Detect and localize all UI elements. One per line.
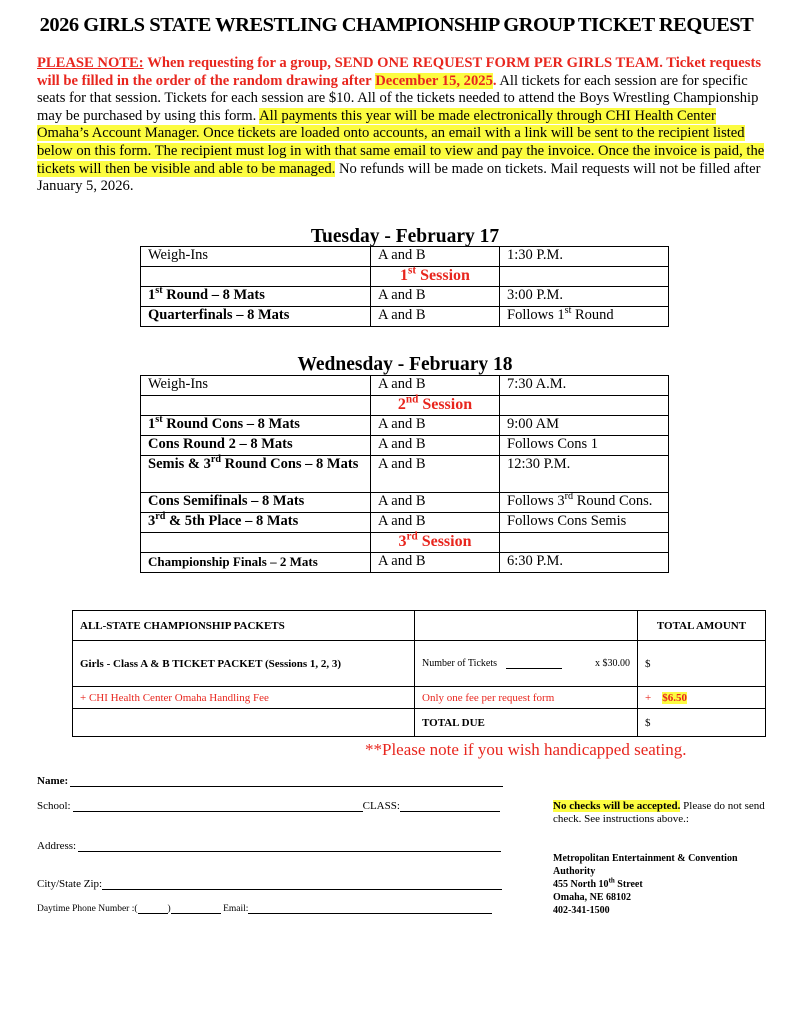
total-due-field[interactable]: $: [638, 709, 766, 737]
session-label: 2nd Session: [371, 396, 500, 416]
quantity-cell: Number of Tickets x $30.00: [415, 641, 638, 687]
street-address: 455 North 10th Street: [553, 876, 643, 890]
payment-info-highlight: All payments this year will be made electronically through CHI Health Center Omaha’s Account Manager. Once tickets are loaded onto accounts, an email with a link will be sent to the recipient listed below on this form. The recipient must log in with that same email to view and pay the invoice. Once the invoice is paid, the tickets will then be visible and able to be managed.: [37, 107, 765, 177]
mats-cell: A and B: [371, 247, 500, 267]
refund-info-text: No refunds will be made on tickets. Mail requests will not be filled after January 5, 2026.: [37, 160, 761, 195]
event-cell: 1st Round Cons – 8 Mats: [141, 416, 371, 436]
table-row: [141, 553, 669, 573]
email-field[interactable]: [248, 913, 492, 914]
city-row: City/State Zip:: [37, 878, 502, 890]
mats-cell: A and B: [371, 553, 500, 573]
table-row: [141, 513, 669, 533]
packet-label: Girls - Class A & B TICKET PACKET (Sessions 1, 2, 3): [73, 641, 415, 687]
table-row: [141, 376, 669, 396]
mats-cell: A and B: [371, 436, 500, 456]
please-note-label: PLEASE NOTE:: [37, 55, 144, 71]
tuesday-heading: Tuesday - February 17: [310, 226, 500, 247]
fee-amount-cell: + $6.50: [638, 687, 766, 709]
packet-order-table: [72, 610, 766, 737]
time-cell: Follows Cons 1: [500, 436, 669, 456]
group-request-notice: When requesting for a group, SEND ONE REQUEST FORM PER GIRLS TEAM. Ticket requests will be filled in the order of the random drawing after: [37, 55, 761, 89]
table-row: [141, 247, 669, 267]
total-amount-header: TOTAL AMOUNT: [638, 611, 766, 641]
time-cell: Follows 1st Round: [500, 307, 669, 327]
address-row: Address:: [37, 840, 501, 852]
name-field[interactable]: [70, 786, 503, 787]
city-address: Omaha, NE 68102: [553, 892, 632, 903]
table-row: [141, 493, 669, 513]
no-checks-detail: Please do not send check. See instructions above.:: [553, 800, 765, 825]
mats-cell: A and B: [371, 513, 500, 533]
mats-cell: A and B: [371, 493, 500, 513]
wednesday-schedule-table: [140, 375, 669, 573]
payment-note: [553, 800, 765, 826]
event-cell: Weigh-Ins: [141, 376, 371, 396]
time-cell: 9:00 AM: [500, 416, 669, 436]
ticket-quantity-field[interactable]: [506, 668, 562, 669]
event-cell: Weigh-Ins: [141, 247, 371, 267]
time-cell: 7:30 A.M.: [500, 376, 669, 396]
phone-email-row: Daytime Phone Number :( ) Email:: [37, 904, 492, 914]
table-row: [141, 436, 669, 456]
session-label: 1st Session: [371, 267, 500, 287]
tuesday-schedule-table: [140, 246, 669, 327]
time-cell: 1:30 P.M.: [500, 247, 669, 267]
fee-note: Only one fee per request form: [415, 687, 638, 709]
table-row: [141, 287, 669, 307]
mats-cell: A and B: [371, 376, 500, 396]
mats-cell: A and B: [371, 307, 500, 327]
session-row: [141, 396, 669, 416]
handicap-note: **Please note if you wish handicapped seating.: [365, 740, 687, 759]
time-cell: Follows Cons Semis: [500, 513, 669, 533]
mats-cell: A and B: [371, 456, 500, 493]
address-field[interactable]: [78, 851, 501, 852]
session-label: 3rd Session: [371, 533, 500, 553]
mailing-address: [553, 852, 753, 917]
total-due-label: TOTAL DUE: [415, 709, 638, 737]
org-name: Metropolitan Entertainment & Convention Authority: [553, 853, 738, 877]
table-row: [141, 307, 669, 327]
event-cell: Quarterfinals – 8 Mats: [141, 307, 371, 327]
session-row: [141, 533, 669, 553]
phone-field[interactable]: [171, 913, 221, 914]
school-field[interactable]: [73, 811, 363, 812]
area-code-field[interactable]: [138, 913, 168, 914]
school-row: School: CLASS:: [37, 800, 500, 812]
name-row: Name:: [37, 775, 503, 787]
intro-paragraph: PLEASE NOTE: When requesting for a group, SEND ONE REQUEST FORM PER GIRLS TEAM. Ticket requests will be filled in the order of the random drawing after December 15, 2025. All tickets for each session are for specific seats for that session. Tickets for each session are $10. All of the tickets needed to attend the Boys Wrestling Championship may be purchased by using this form. All payments this year will be made electronically through CHI Health Center Omaha’s Account Manager. Once tickets are loaded onto accounts, an email with a link will be sent to the recipient listed below on this form. The recipient must log in with that same email to view and pay the invoice. Once the invoice is paid, the tickets will then be visible and able to be managed. No refunds will be made on tickets. Mail requests will not be filled after January 5, 2026.: [37, 55, 765, 195]
time-cell: 3:00 P.M.: [500, 287, 669, 307]
event-cell: Championship Finals – 2 Mats: [141, 553, 371, 573]
event-cell: Semis & 3rd Round Cons – 8 Mats: [141, 456, 371, 493]
packet-amount-field[interactable]: $: [638, 641, 766, 687]
city-state-zip-field[interactable]: [102, 889, 502, 890]
fee-label: + CHI Health Center Omaha Handling Fee: [73, 687, 415, 709]
event-cell: Cons Round 2 – 8 Mats: [141, 436, 371, 456]
mats-cell: A and B: [371, 416, 500, 436]
contact-phone: 402-341-1500: [553, 905, 610, 916]
wednesday-heading: Wednesday - February 18: [297, 354, 513, 375]
session-row: [141, 267, 669, 287]
event-cell: Cons Semifinals – 8 Mats: [141, 493, 371, 513]
no-checks-notice: No checks will be accepted.: [553, 800, 681, 812]
time-cell: Follows 3rd Round Cons.: [500, 493, 669, 513]
page-title: 2026 GIRLS STATE WRESTLING CHAMPIONSHIP GROUP TICKET REQUEST: [39, 14, 754, 36]
table-row: [141, 416, 669, 436]
mats-cell: A and B: [371, 287, 500, 307]
event-cell: 3rd & 5th Place – 8 Mats: [141, 513, 371, 533]
ticket-info-text: All tickets for each session are for specific seats for that session. Tickets for each session are $10. All of the tickets needed to attend the Boys Wrestling Championship may be purchased by using this form.: [37, 72, 759, 124]
drawing-date: December 15, 2025: [375, 72, 493, 89]
time-cell: 6:30 P.M.: [500, 553, 669, 573]
class-field[interactable]: [400, 811, 500, 812]
event-cell: 1st Round – 8 Mats: [141, 287, 371, 307]
time-cell: 12:30 P.M.: [500, 456, 669, 493]
table-row: [141, 456, 669, 493]
packet-header: ALL-STATE CHAMPIONSHIP PACKETS: [73, 611, 415, 641]
